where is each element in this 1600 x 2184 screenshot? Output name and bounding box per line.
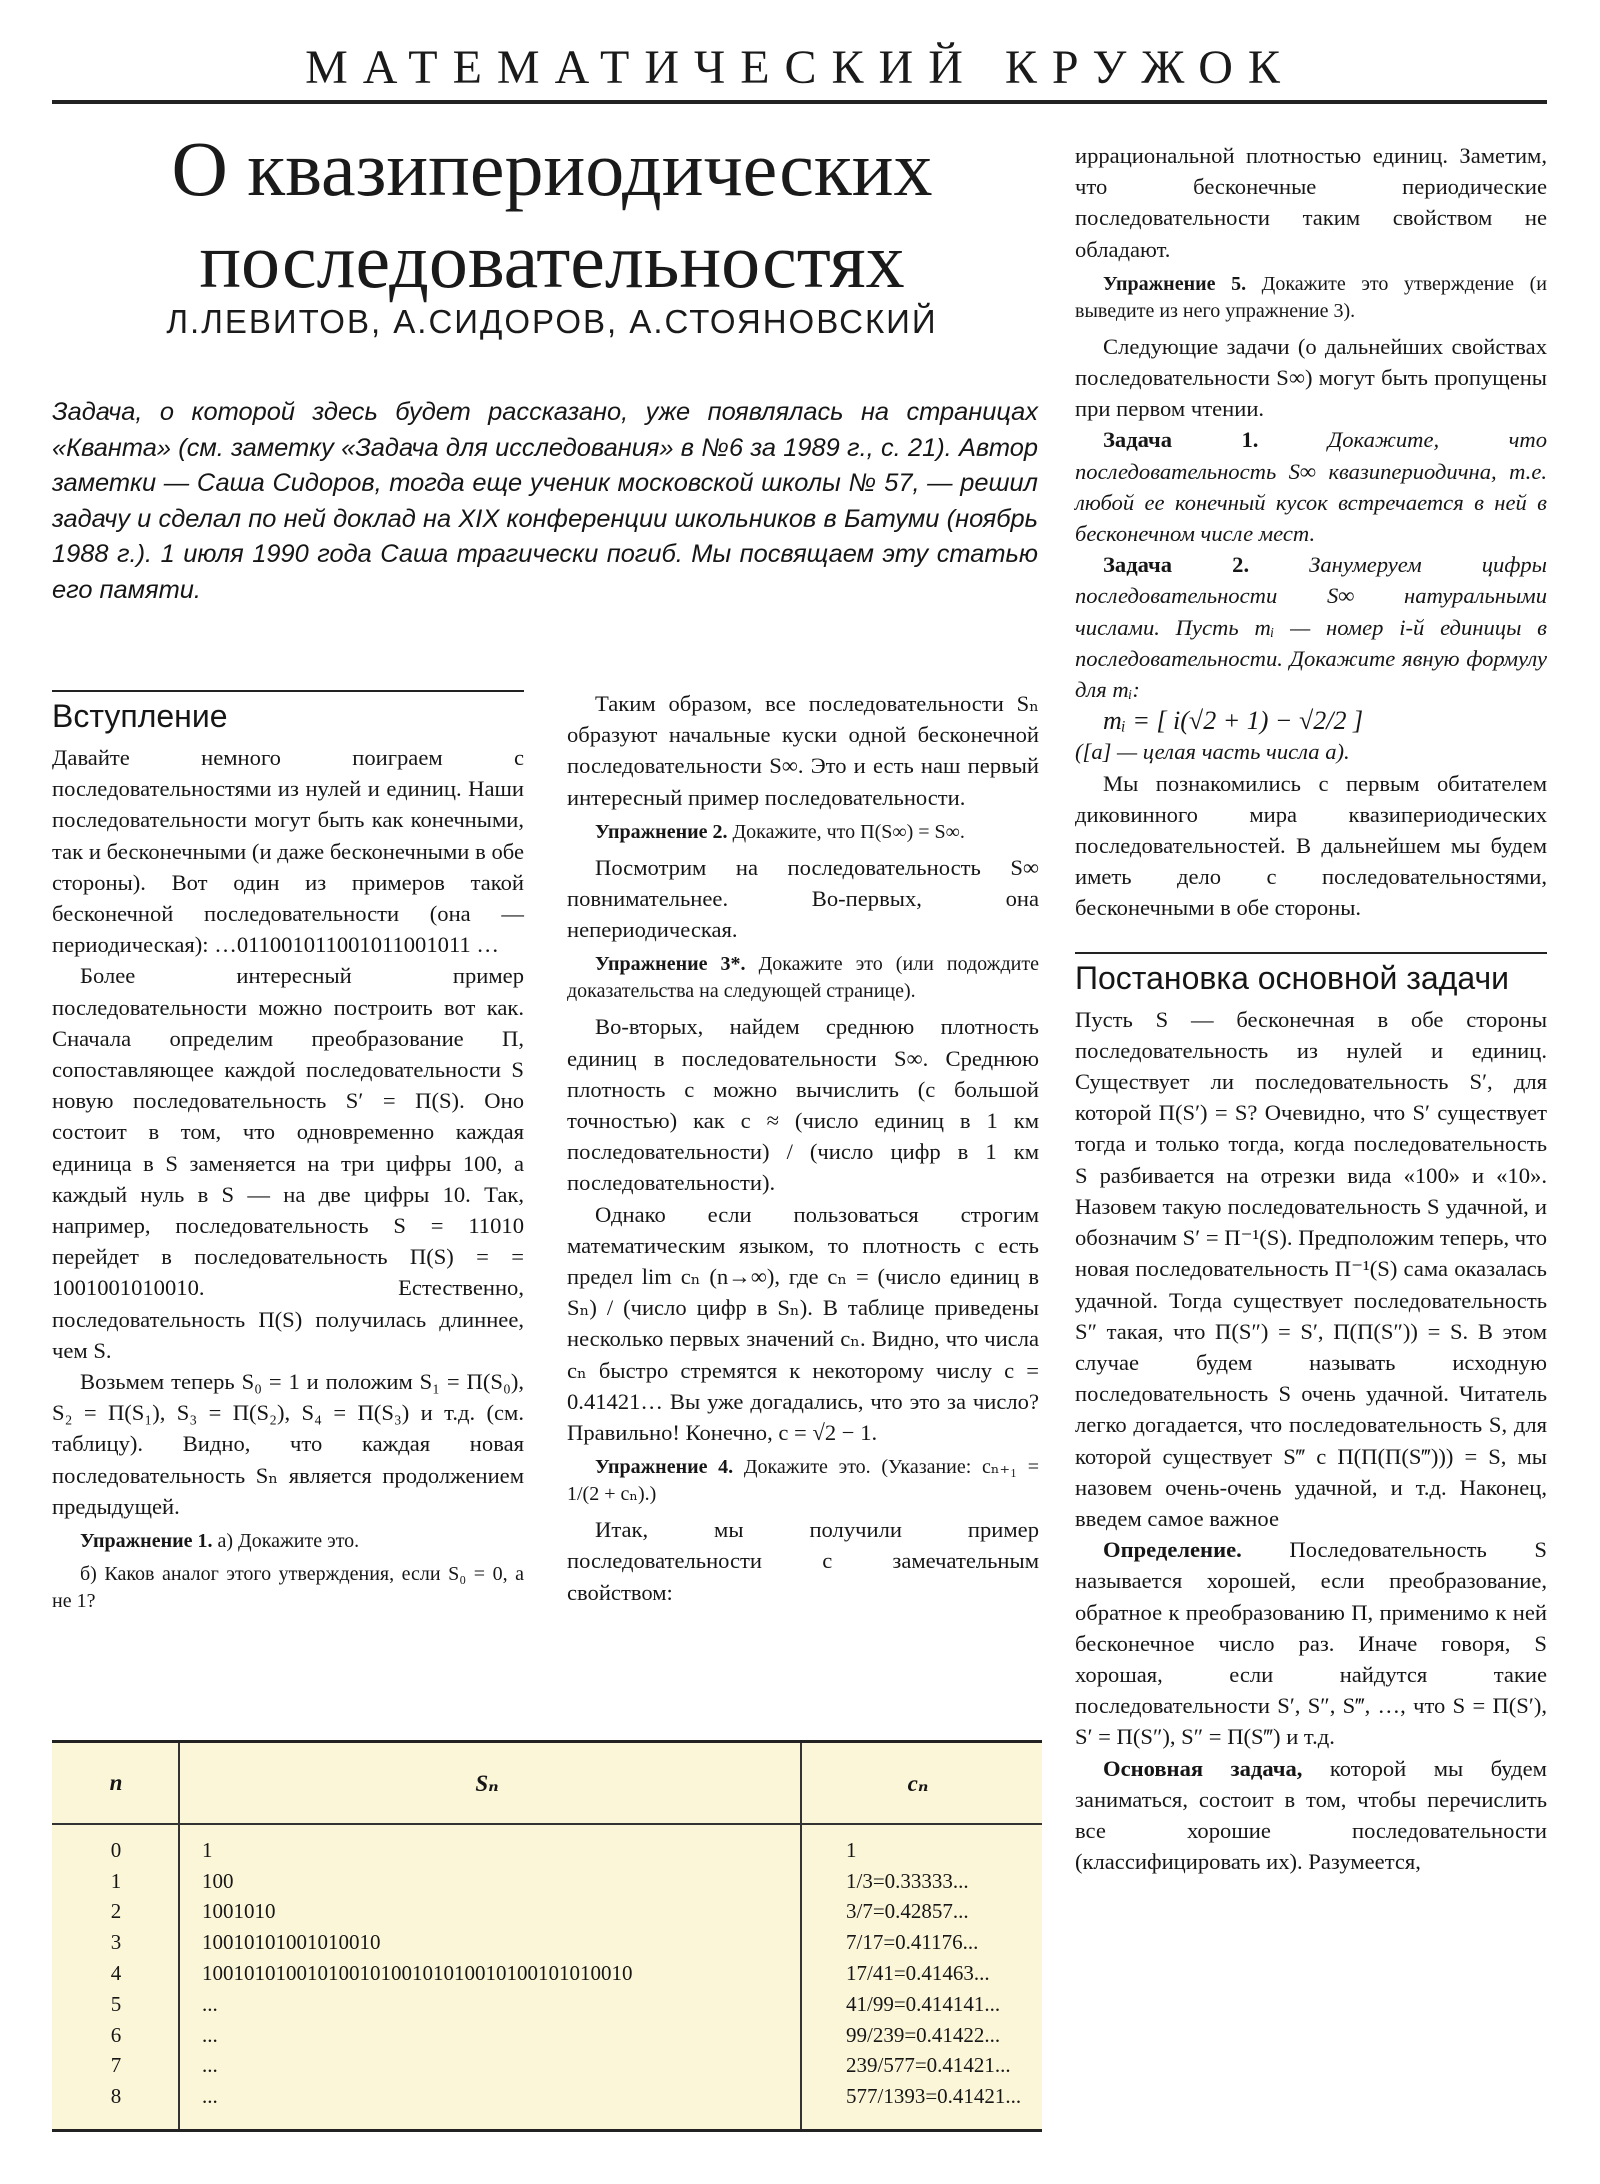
definition-label: Определение. <box>1103 1537 1242 1563</box>
problem-text: Занумеруем цифры последовательности S∞ натуральными числами. Пусть mᵢ — номер i-й единицы в последовательности. Докажите явную формулу для mᵢ: <box>1075 552 1547 703</box>
paragraph: Однако если пользоваться строгим математическим языком, то плотность c есть предел lim cₙ (n→∞), где cₙ = (число единиц в Sₙ) / (число цифр в Sₙ). В таблице приведены несколько первых значений cₙ. Видно, что числа cₙ быстро стремятся к некоторому числу c = 0.41421… Вы уже догадались, что это за число? Правильно! Конечно, c = √2 − 1. <box>567 1201 1039 1446</box>
table-row <box>52 1824 1042 1866</box>
cell-c: 577/1393=0.41421... <box>846 2084 1022 2109</box>
cell-s: ... <box>202 2053 218 2078</box>
problem-2 <box>1075 549 1547 705</box>
cell-c: 7/17=0.41176... <box>846 1930 979 1955</box>
paragraph: Пусть S — бесконечная в обе стороны последовательность из нулей и единиц. Существует ли последовательность S′, для которой П(S′) = S? Очевидно, что S′ существует тогда и только тогда, когда последовательность S разбивается на отрезки вида «100» и «10». Назовем такую последовательность S удачной, и обозначим S′ = П⁻¹(S). Предположим теперь, что новая последовательность П⁻¹(S) сама оказалась удачной. Тогда существует последовательность S″ такая, что П(S″) = S′, П(П(S″)) = S. В этом случае будем называть исходную последовательность S очень удачной. Читатель легко догадается, что последовательность S, для которой существует S‴ с П(П(П(S‴))) = S, мы назовем очень-очень удачной, и т.д. Наконец, введем самое важное <box>1075 1006 1547 1531</box>
table-divider <box>800 1743 802 2129</box>
cell-s: 1 <box>202 1837 213 1862</box>
section-rule <box>52 690 524 692</box>
article-authors: Л.ЛЕВИТОВ, А.СИДОРОВ, А.СТОЯНОВСКИЙ <box>166 303 938 340</box>
exercise-label: Упражнение 5. <box>1103 272 1247 295</box>
exercise-text: Докажите это. (Указание: cₙ₊₁ = 1/(2 + cₙ).) <box>567 1456 1039 1506</box>
problem-label: Задача 1. <box>1103 427 1259 453</box>
cell-c: 99/239=0.41422... <box>846 2022 1001 2047</box>
header-s: Sₙ <box>180 1743 794 1824</box>
definition <box>1075 1534 1547 1752</box>
sequence-table <box>52 1740 1042 2132</box>
column-2 <box>567 688 1039 1608</box>
paragraph: Во-вторых, найдем среднюю плотность единиц в последовательности S∞. Среднюю плотность c можно вычислить (с большой точностью) как c ≈ (число единиц в 1 км последовательности) / (число цифр в 1 км последовательности). <box>567 1014 1039 1196</box>
cell-c: 1/3=0.33333... <box>846 1868 969 1893</box>
exercise-label: Упражнение 4. <box>595 1456 734 1479</box>
cell-n: 6 <box>110 2022 122 2047</box>
table-row <box>52 1989 1042 2020</box>
header-c: cₙ <box>794 1743 1042 1824</box>
exercise-label: Упражнение 2. <box>595 820 728 843</box>
table-divider <box>178 1743 180 2129</box>
paragraph: Давайте немного поиграем с последовательностями из нулей и единиц. Наши последовательности могут быть как конечными, так и бесконечными (и даже бесконечными в обе стороны). Вот один из примеров такой бесконечной последовательности (она — периодическая): …011001011001011001011 … <box>52 745 524 958</box>
cell-c: 17/41=0.41463... <box>846 1961 990 1986</box>
header-n: n <box>52 1743 180 1824</box>
main-problem <box>1075 1753 1547 1878</box>
formula-note: ([a] — целая часть числа a). <box>1075 739 1350 765</box>
paragraph: Возьмем теперь S₀ = 1 и положим S₁ = П(S₀), S₂ = П(S₁), S₃ = П(S₂), S₄ = П(S₃) и т.д. (см. таблицу). Видно, что каждая новая последовательность Sₙ является продолжением предыдущей. <box>52 1369 524 1519</box>
exercise-label: Упражнение 1. <box>80 1530 213 1553</box>
cell-s: 10010101001010010100101010010100101010010 <box>202 1961 633 1986</box>
cell-n: 0 <box>110 1837 122 1862</box>
table-row <box>52 2081 1042 2112</box>
exercise-text: Докажите это (или подождите доказательства на следующей странице). <box>567 953 1039 1003</box>
definition-text: Последовательность S называется хорошей, если преобразование, обратное к преобразованию П, применимо к ней бесконечное число раз. Иначе говоря, S хорошая, если найдутся такие последовательности S′, S″, S‴, …, что S = П(S′), S′ = П(S″), S″ = П(S‴) и т.д. <box>1075 1537 1547 1750</box>
exercise-text: Докажите, что П(S∞) = S∞. <box>732 820 965 843</box>
table-row <box>52 1927 1042 1958</box>
cell-s: 1001010 <box>202 1899 276 1924</box>
paragraph: Более интересный пример последовательности можно построить вот как. Сначала определим преобразование П, сопоставляющее каждой последовательности S новую последовательность S′ = П(S). Оно состоит в том, что одновременно каждая единица в S заменяется на три цифры 100, а каждый нуль в S — на две цифры 10. Так, например, последовательность S = 11010 перейдет в последовательность П(S) = = 1001001010010. Естественно, последовательность П(S) получилась длиннее, чем S. <box>52 963 524 1363</box>
table-row <box>52 1897 1042 1928</box>
cell-n: 4 <box>110 1961 122 1986</box>
cell-c: 1 <box>846 1837 857 1862</box>
section-heading-main-problem: Постановка основной задачи <box>1075 959 1510 996</box>
main-problem-label: Основная задача, <box>1103 1755 1303 1781</box>
cell-n: 2 <box>110 1899 122 1924</box>
column-1 <box>52 690 524 1621</box>
exercise-5 <box>1075 271 1547 325</box>
article-intro: Задача, о которой здесь будет рассказано, уже появлялась на страницах «Кванта» (см. заметку «Задача для исследования» в №6 за 1989 г., с. 21). Автор заметки — Саша Сидоров, тогда еще ученик московской школы № 57, — решил задачу и сделал по ней доклад на XIX конференции школьников в Батуми (ноябрь 1988 г.). 1 июля 1990 года Саша трагически погиб. Мы посвящаем эту статью его памяти. <box>52 398 1038 604</box>
problem-label: Задача 2. <box>1103 552 1250 578</box>
exercise-1b: б) Каков аналог этого утверждения, если S₀ = 0, а не 1? <box>52 1563 524 1613</box>
section-heading-intro: Вступление <box>52 698 228 734</box>
cell-n: 1 <box>110 1868 122 1893</box>
header-rule <box>52 100 1547 104</box>
table-row <box>52 1958 1042 1989</box>
cell-s: 10010101001010010 <box>202 1930 381 1955</box>
exercise-text: а) Докажите это. <box>217 1530 360 1553</box>
paragraph: Посмотрим на последовательность S∞ повнимательнее. Во-первых, она непериодическая. <box>567 854 1039 943</box>
exercise-4 <box>567 1454 1039 1508</box>
table-row <box>52 2051 1042 2082</box>
cell-n: 7 <box>110 2053 122 2078</box>
paragraph: иррациональной плотностью единиц. Заметим, что бесконечные периодические последовательности таким свойством не обладают. <box>1075 143 1547 262</box>
exercise-text: Докажите это утверждение (и выведите из него упражнение 3). <box>1075 272 1547 322</box>
cell-s: 100 <box>202 1868 234 1893</box>
paragraph: Мы познакомились с первым обитателем диковинного мира квазипериодических последовательностей. В дальнейшем мы будем иметь дело с последовательностями, бесконечными в обе стороны. <box>1075 770 1547 921</box>
main-problem-text: которой мы будем заниматься, состоит в том, чтобы перечислить все хорошие последовательности (классифицировать их). Разумеется, <box>1075 1755 1547 1875</box>
cell-c: 239/577=0.41421... <box>846 2053 1011 2078</box>
cell-s: ... <box>202 2022 218 2047</box>
table-row <box>52 1866 1042 1897</box>
cell-n: 5 <box>110 1991 122 2016</box>
exercise-label: Упражнение 3*. <box>595 953 746 976</box>
cell-s: ... <box>202 1991 218 2016</box>
table-row <box>52 2020 1042 2051</box>
table-header-row <box>52 1743 1042 1824</box>
cell-c: 41/99=0.414141... <box>846 1991 1001 2016</box>
paragraph: Следующие задачи (о дальнейших свойствах последовательности S∞) могут быть пропущены при первом чтении. <box>1075 333 1547 422</box>
cell-s: ... <box>202 2084 218 2109</box>
paragraph: Таким образом, все последовательности Sₙ образуют начальные куски одной бесконечной последовательности S∞. Это и есть наш первый интересный пример последовательности. <box>567 691 1039 810</box>
cell-n: 8 <box>110 2084 122 2109</box>
table <box>52 1743 1042 2112</box>
section-header: МАТЕМАТИЧЕСКИЙ КРУЖОК <box>305 41 1295 94</box>
cell-c: 3/7=0.42857... <box>846 1899 969 1924</box>
article-title: О квазипериодических последовательностях <box>171 125 933 304</box>
cell-n: 3 <box>110 1930 122 1955</box>
problem-1 <box>1075 424 1547 549</box>
exercise-3 <box>567 951 1039 1005</box>
column-3 <box>1075 140 1547 1877</box>
paragraph: Итак, мы получили пример последовательности с замечательным свойством: <box>567 1517 1039 1605</box>
exercise-2 <box>567 819 1039 846</box>
formula-m-i: mᵢ = [ i(√2 + 1) − √2/2 ] <box>1103 706 1364 736</box>
section-rule <box>1075 952 1547 954</box>
exercise-1 <box>52 1528 524 1555</box>
problem-text: Докажите, что последовательность S∞ квазипериодична, т.е. любой ее конечный кусок встречается в ней в бесконечном числе мест. <box>1075 427 1547 547</box>
